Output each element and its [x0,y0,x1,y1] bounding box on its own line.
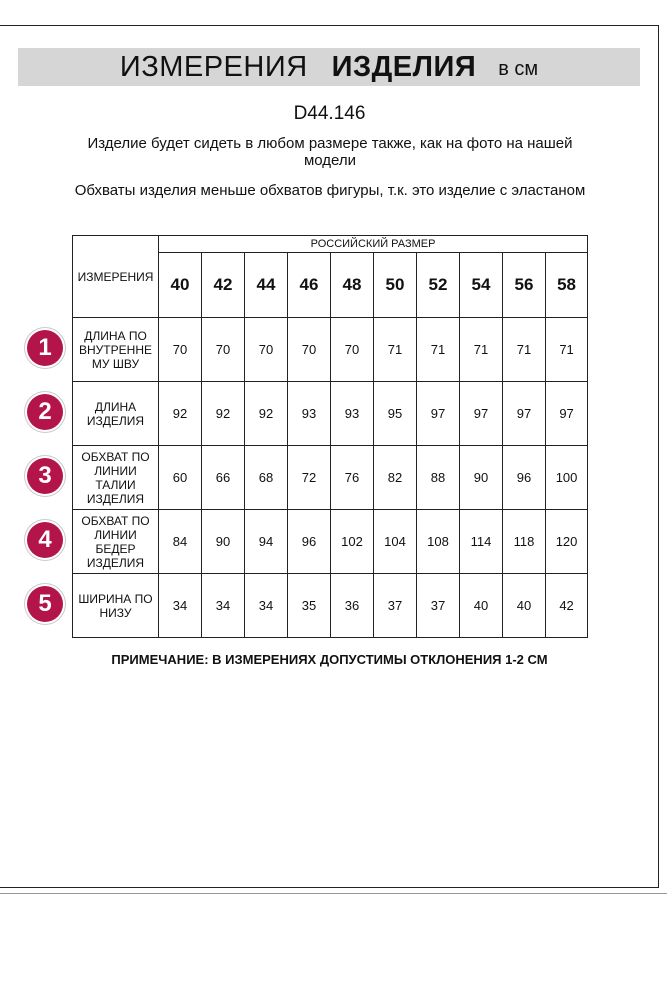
table-cell: 37 [417,574,460,638]
table-cell: 90 [460,446,503,510]
table-cell: 92 [245,382,288,446]
table-cell: 70 [331,318,374,382]
table-cell: 40 [503,574,546,638]
table-cell: 71 [374,318,417,382]
size-header: 42 [202,253,245,318]
table-cell: 104 [374,510,417,574]
row-number-badge-4: 4 [27,522,63,558]
table-cell: 120 [546,510,588,574]
table-cell: 71 [546,318,588,382]
table-cell: 35 [288,574,331,638]
size-header: 40 [159,253,202,318]
table-row [73,446,588,510]
table-cell: 71 [460,318,503,382]
table-cell: 40 [460,574,503,638]
row-number-badge-2: 2 [27,394,63,430]
table-cell: 93 [288,382,331,446]
table-row [73,382,588,446]
table-cell: 82 [374,446,417,510]
table-cell: 60 [159,446,202,510]
table-cell: 34 [202,574,245,638]
table-cell: 97 [460,382,503,446]
table-cell: 71 [417,318,460,382]
table-cell: 114 [460,510,503,574]
row-number-badge-1: 1 [27,330,63,366]
table-cell: 72 [288,446,331,510]
size-header: 52 [417,253,460,318]
corner-label: ИЗМЕРЕНИЯ [73,236,159,318]
table-cell: 102 [331,510,374,574]
table-cell: 88 [417,446,460,510]
table-cell: 97 [417,382,460,446]
table-cell: 76 [331,446,374,510]
table-row [73,318,588,382]
size-header: 54 [460,253,503,318]
table-cell: 92 [202,382,245,446]
row-label: ОБХВАТ ПО ЛИНИИ БЕДЕР ИЗДЕЛИЯ [73,510,159,574]
article-number: D44.146 [293,103,366,124]
table-cell: 68 [245,446,288,510]
table-cell: 93 [331,382,374,446]
fit-note: Изделие будет сидеть в любом размере также, как на фото на нашей модели [87,135,573,169]
table-cell: 42 [546,574,588,638]
size-header: 56 [503,253,546,318]
table-row [73,574,588,638]
table-cell: 118 [503,510,546,574]
table-cell: 108 [417,510,460,574]
table-cell: 66 [202,446,245,510]
title-banner [18,48,640,86]
table-cell: 70 [202,318,245,382]
row-label: ДЛИНА ИЗДЕЛИЯ [73,382,159,446]
table-cell: 70 [288,318,331,382]
table-cell: 94 [245,510,288,574]
table-cell: 71 [503,318,546,382]
row-number-badge-3: 3 [27,458,63,494]
row-label: ДЛИНА ПО ВНУТРЕННЕ МУ ШВУ [73,318,159,382]
size-header: 46 [288,253,331,318]
table-cell: 100 [546,446,588,510]
table-cell: 70 [245,318,288,382]
table-cell: 95 [374,382,417,446]
table-cell: 97 [546,382,588,446]
size-header: 44 [245,253,288,318]
row-number-badge-5: 5 [27,586,63,622]
size-header: 50 [374,253,417,318]
table-row [73,510,588,574]
table-cell: 34 [245,574,288,638]
row-label: ШИРИНА ПО НИЗУ [73,574,159,638]
table-cell: 84 [159,510,202,574]
table-cell: 36 [331,574,374,638]
title-item: ИЗДЕЛИЯ [331,50,477,83]
row-label: ОБХВАТ ПО ЛИНИИ ТАЛИИ ИЗДЕЛИЯ [73,446,159,510]
table-cell: 37 [374,574,417,638]
table-cell: 97 [503,382,546,446]
divider [0,893,667,894]
title-unit: в см [498,57,539,80]
table-cell: 92 [159,382,202,446]
table-cell: 34 [159,574,202,638]
tolerance-note: ПРИМЕЧАНИЕ: В ИЗМЕРЕНИЯХ ДОПУСТИМЫ ОТКЛОНЕНИЯ 1-2 СМ [111,652,548,667]
table-cell: 96 [288,510,331,574]
table-cell: 90 [202,510,245,574]
size-header: 58 [546,253,588,318]
size-header: 48 [331,253,374,318]
table-cell: 96 [503,446,546,510]
table-cell: 70 [159,318,202,382]
stretch-note: Обхваты изделия меньше обхватов фигуры, т.к. это изделие с эластаном [74,182,586,199]
title-measurements: ИЗМЕРЕНИЯ [119,50,308,83]
size-table [72,235,588,638]
size-group-label: РОССИЙСКИЙ РАЗМЕР [159,236,588,253]
